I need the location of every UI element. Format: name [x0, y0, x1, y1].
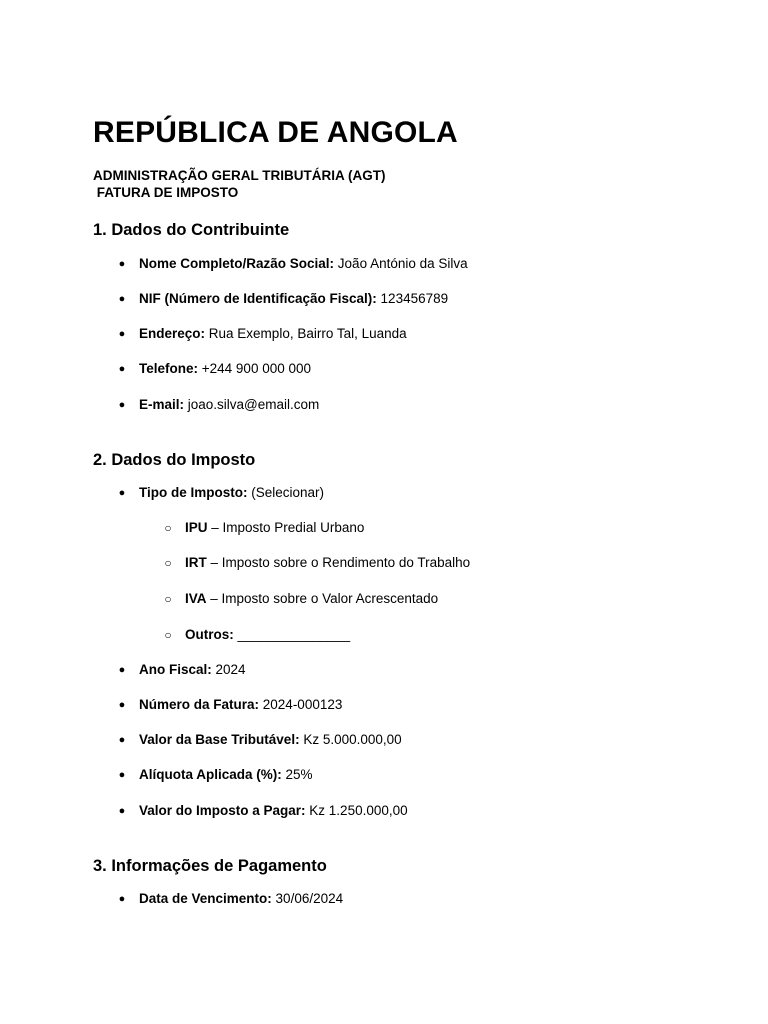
field-value: Kz 5.000.000,00 — [299, 732, 402, 747]
field-label: Endereço: — [139, 326, 206, 341]
field-label: Nome Completo/Razão Social: — [139, 256, 335, 271]
list-item-endereco — [118, 325, 407, 343]
bullet-icon: ● — [118, 363, 126, 375]
list-item-nome — [118, 255, 468, 273]
section-heading-contribuinte: 1. Dados do Contribuinte — [93, 221, 290, 239]
section-heading-pagamento: 3. Informações de Pagamento — [93, 857, 327, 875]
list-item-tipo-imposto — [118, 484, 325, 502]
option-description: – Imposto sobre o Rendimento do Trabalho — [206, 555, 471, 570]
field-label: Número da Fatura: — [139, 697, 260, 712]
tax-option-irt — [164, 554, 471, 572]
bullet-icon: ● — [118, 699, 126, 711]
field-value: João António da Silva — [334, 256, 468, 271]
tax-option-ipu — [164, 519, 365, 537]
field-label: Valor da Base Tributável: — [139, 732, 300, 747]
tax-option-outros — [164, 626, 351, 644]
option-code: Outros: — [185, 627, 234, 642]
field-value: Kz 1.250.000,00 — [305, 803, 408, 818]
field-value: joao.silva@email.com — [184, 397, 320, 412]
option-blank-line: _______________ — [233, 627, 351, 642]
list-item-email — [118, 396, 320, 414]
circle-bullet-icon: ○ — [164, 592, 172, 606]
field-label: Data de Vencimento: — [139, 891, 272, 906]
field-value: 30/06/2024 — [271, 891, 344, 906]
list-item-telefone — [118, 360, 311, 378]
field-label: Tipo de Imposto: — [139, 485, 248, 500]
list-item-ano-fiscal — [118, 661, 246, 679]
bullet-icon: ● — [118, 293, 126, 305]
field-label: NIF (Número de Identificação Fiscal): — [139, 291, 377, 306]
agency-name: ADMINISTRAÇÃO GERAL TRIBUTÁRIA (AGT) — [93, 168, 386, 183]
circle-bullet-icon: ○ — [164, 556, 172, 570]
field-label: Ano Fiscal: — [139, 662, 212, 677]
bullet-icon: ● — [118, 487, 126, 499]
field-label: E-mail: — [139, 397, 185, 412]
bullet-icon: ● — [118, 805, 126, 817]
bullet-icon: ● — [118, 769, 126, 781]
bullet-icon: ● — [118, 258, 126, 270]
list-item-nif — [118, 290, 449, 308]
document-type: FATURA DE IMPOSTO — [93, 185, 239, 200]
list-item-base-tributavel — [118, 731, 402, 749]
bullet-icon: ● — [118, 893, 126, 905]
field-value: 2024-000123 — [259, 697, 343, 712]
option-code: IVA — [185, 591, 207, 606]
field-value: +244 900 000 000 — [198, 361, 311, 376]
circle-bullet-icon: ○ — [164, 628, 172, 642]
list-item-vencimento — [118, 890, 344, 908]
bullet-icon: ● — [118, 734, 126, 746]
field-value: 25% — [281, 767, 313, 782]
bullet-icon: ● — [118, 664, 126, 676]
option-description: – Imposto sobre o Valor Acrescentado — [206, 591, 439, 606]
bullet-icon: ● — [118, 399, 126, 411]
option-description: – Imposto Predial Urbano — [207, 520, 365, 535]
bullet-icon: ● — [118, 328, 126, 340]
document-title: REPÚBLICA DE ANGOLA — [93, 116, 458, 149]
list-item-valor-imposto — [118, 802, 408, 820]
field-label: Valor do Imposto a Pagar: — [139, 803, 306, 818]
field-label: Telefone: — [139, 361, 199, 376]
field-label: Alíquota Aplicada (%): — [139, 767, 282, 782]
circle-bullet-icon: ○ — [164, 521, 172, 535]
tax-option-iva — [164, 590, 439, 608]
list-item-aliquota — [118, 766, 313, 784]
field-value: 123456789 — [376, 291, 449, 306]
field-value: (Selecionar) — [247, 485, 325, 500]
option-code: IRT — [185, 555, 207, 570]
field-value: Rua Exemplo, Bairro Tal, Luanda — [205, 326, 407, 341]
field-value: 2024 — [211, 662, 246, 677]
section-heading-imposto: 2. Dados do Imposto — [93, 451, 256, 469]
list-item-numero-fatura — [118, 696, 343, 714]
option-code: IPU — [185, 520, 208, 535]
